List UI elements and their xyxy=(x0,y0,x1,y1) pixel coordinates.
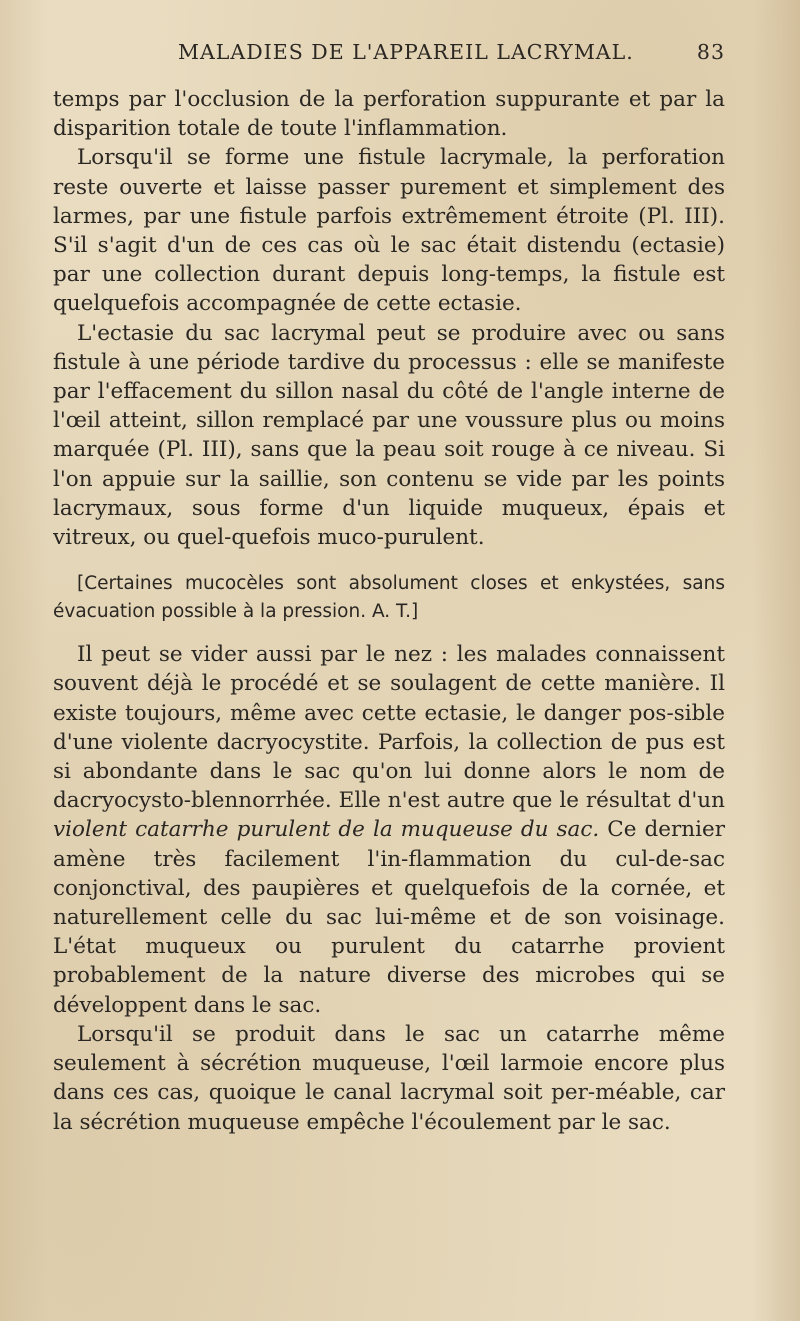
book-page xyxy=(53,34,725,1137)
paragraph-continuation: temps par l'occlusion de la perforation suppurante et par la disparition totale de toute l'inflammation. xyxy=(53,87,725,142)
paragraph-catarrhe: Lorsqu'il se produit dans le sac un catarrhe même seulement à sécrétion muqueuse, l'œil larmoie encore plus dans ces cas, quoique le canal lacrymal soit per-méable, car la sécrétion muqueuse empêche l'écoulement par le sac. xyxy=(53,1021,725,1135)
paragraph-fistule: Lorsqu'il se forme une fistule lacrymale, la perforation reste ouverte et laisse passer purement et simplement des larmes, par une fistule parfois extrêmement étroite (Pl. III). S'il s'agit d'un de ces cas où le sac était distendu (ectasie) par une collection durant depuis long-temps, la fistule est quelquefois accompagnée de cette ectasie. xyxy=(53,145,725,317)
paragraph-text: Il peut se vider aussi par le nez : les malades connaissent souvent déjà le procédé et se soulagent de cette manière. Il existe toujours, même avec cette ectasie, le danger pos-sible d'une violente dacryocystite. Parfois, la collection de pus est si abondante dans le sac qu'on lui donne alors le nom de dacryocysto-blennorrhée. Elle n'est autre que le résultat d'un xyxy=(53,642,725,814)
chapter-title: MALADIES DE L'APPAREIL LACRYMAL. xyxy=(178,40,634,64)
body-text xyxy=(53,85,725,1137)
page-number: 83 xyxy=(696,40,725,64)
translator-note: [Certaines mucocèles sont absolument closes et enkystées, sans évacuation possible à la pression. A. T.] xyxy=(53,573,725,623)
italic-emphasis: violent catarrhe purulent de la muqueuse du sac. xyxy=(53,817,600,843)
paragraph-dacryocystite xyxy=(53,640,725,1020)
running-head xyxy=(53,34,725,74)
paragraph-text: Ce dernier amène très facilement l'in-flammation du cul-de-sac conjonctival, des paupières et quelquefois de la cornée, et naturellement celle du sac lui-même et de son voisinage. L'état muqueux ou purulent du catarrhe provient probablement de la nature diverse des microbes qui se développent dans le sac. xyxy=(53,817,725,1018)
paragraph-ectasie: L'ectasie du sac lacrymal peut se produire avec ou sans fistule à une période tardive du processus : elle se manifeste par l'effacement du sillon nasal du côté de l'angle interne de l'œil atteint, sillon remplacé par une voussure plus ou moins marquée (Pl. III), sans que la peau soit rouge à ce niveau. Si l'on appuie sur la saillie, son contenu se vide par les points lacrymaux, sous forme d'un liquide muqueux, épais et vitreux, ou quel-quefois muco-purulent. xyxy=(53,320,725,551)
